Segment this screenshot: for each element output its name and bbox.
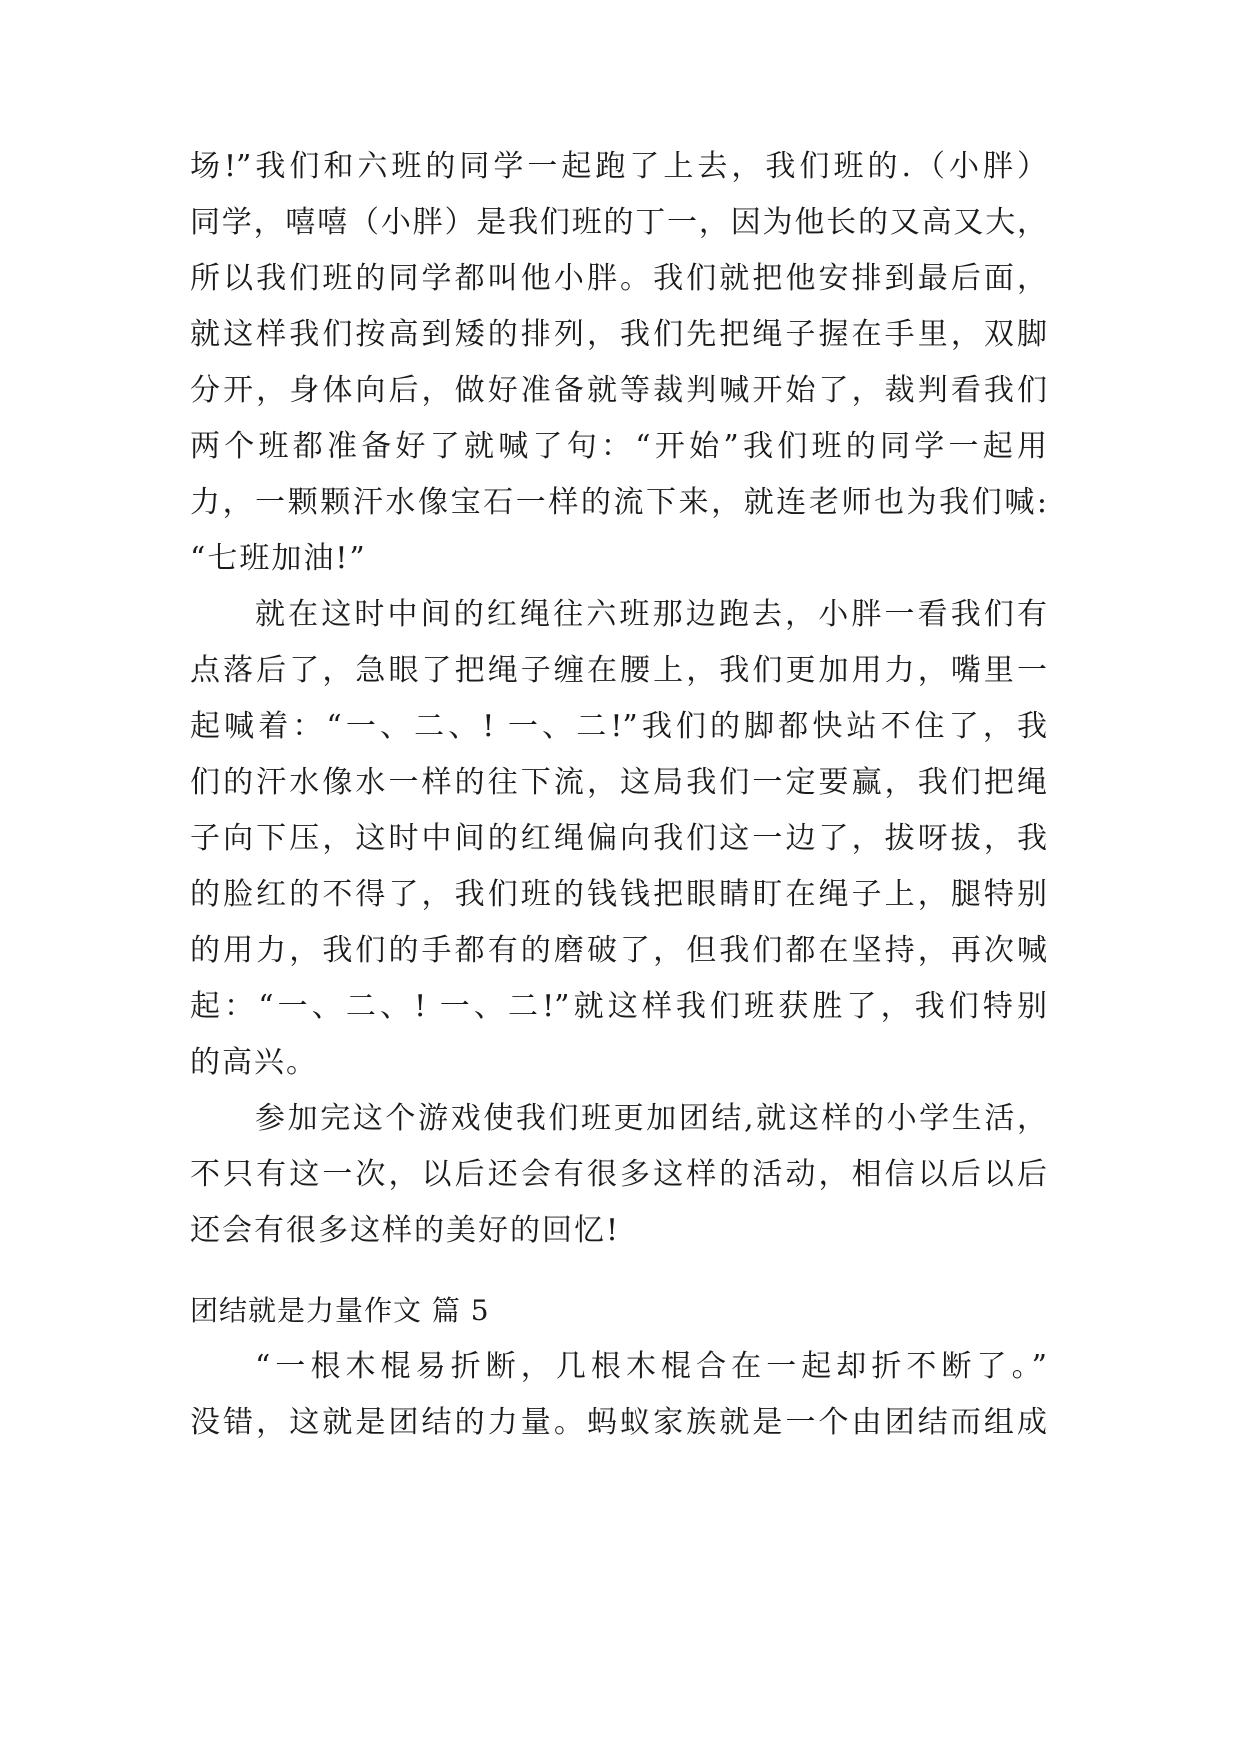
paragraph-line: 分开，身体向后，做好准备就等裁判喊开始了，裁判看我们 xyxy=(190,373,1047,408)
paragraph-line: 还会有很多这样的美好的回忆! xyxy=(190,1213,621,1248)
paragraph-line: 起喊着：“一、二、! 一、二!”我们的脚都快站不住了，我 xyxy=(190,709,1047,744)
paragraph-line: “七班加油!” xyxy=(190,541,367,576)
paragraph-line: 的用力，我们的手都有的磨破了，但我们都在坚持，再次喊 xyxy=(190,933,1047,968)
section-heading: 团结就是力量作文 篇 5 xyxy=(190,1294,490,1327)
paragraph-line: 就这样我们按高到矮的排列，我们先把绳子握在手里，双脚 xyxy=(190,317,1047,352)
paragraph-line: 没错，这就是团结的力量。蚂蚁家族就是一个由团结而组成 xyxy=(190,1405,1047,1440)
paragraph-line: 点落后了，急眼了把绳子缠在腰上，我们更加用力，嘴里一 xyxy=(190,653,1047,688)
paragraph-line: 两个班都准备好了就喊了句：“开始”我们班的同学一起用 xyxy=(190,429,1047,464)
paragraph-line: 们的汗水像水一样的往下流，这局我们一定要赢，我们把绳 xyxy=(190,765,1047,800)
paragraph-line: 同学，嘻嘻（小胖）是我们班的丁一，因为他长的又高又大， xyxy=(190,205,1047,240)
paragraph-line: 不只有这一次，以后还会有很多这样的活动，相信以后以后 xyxy=(190,1157,1047,1192)
paragraph-line: 的高兴。 xyxy=(190,1045,318,1080)
paragraph-line: 力，一颗颗汗水像宝石一样的流下来，就连老师也为我们喊: xyxy=(190,485,1047,520)
paragraph-line: 所以我们班的同学都叫他小胖。我们就把他安排到最后面， xyxy=(190,261,1047,296)
paragraph-line: 场!”我们和六班的同学一起跑了上去，我们班的.（小胖） xyxy=(190,149,1047,184)
paragraph-line: 起：“一、二、! 一、二!”就这样我们班获胜了，我们特别 xyxy=(190,989,1047,1024)
paragraph-line: 子向下压，这时中间的红绳偏向我们这一边了，拔呀拔，我 xyxy=(190,821,1047,856)
paragraph-line: “一根木棍易折断，几根木棍合在一起却折不断了。” xyxy=(255,1349,1047,1384)
paragraph-line: 就在这时中间的红绳往六班那边跑去，小胖一看我们有 xyxy=(255,597,1047,632)
paragraph-line: 参加完这个游戏使我们班更加团结,就这样的小学生活， xyxy=(255,1101,1047,1136)
paragraph-line: 的脸红的不得了，我们班的钱钱把眼睛盯在绳子上，腿特别 xyxy=(190,877,1047,912)
